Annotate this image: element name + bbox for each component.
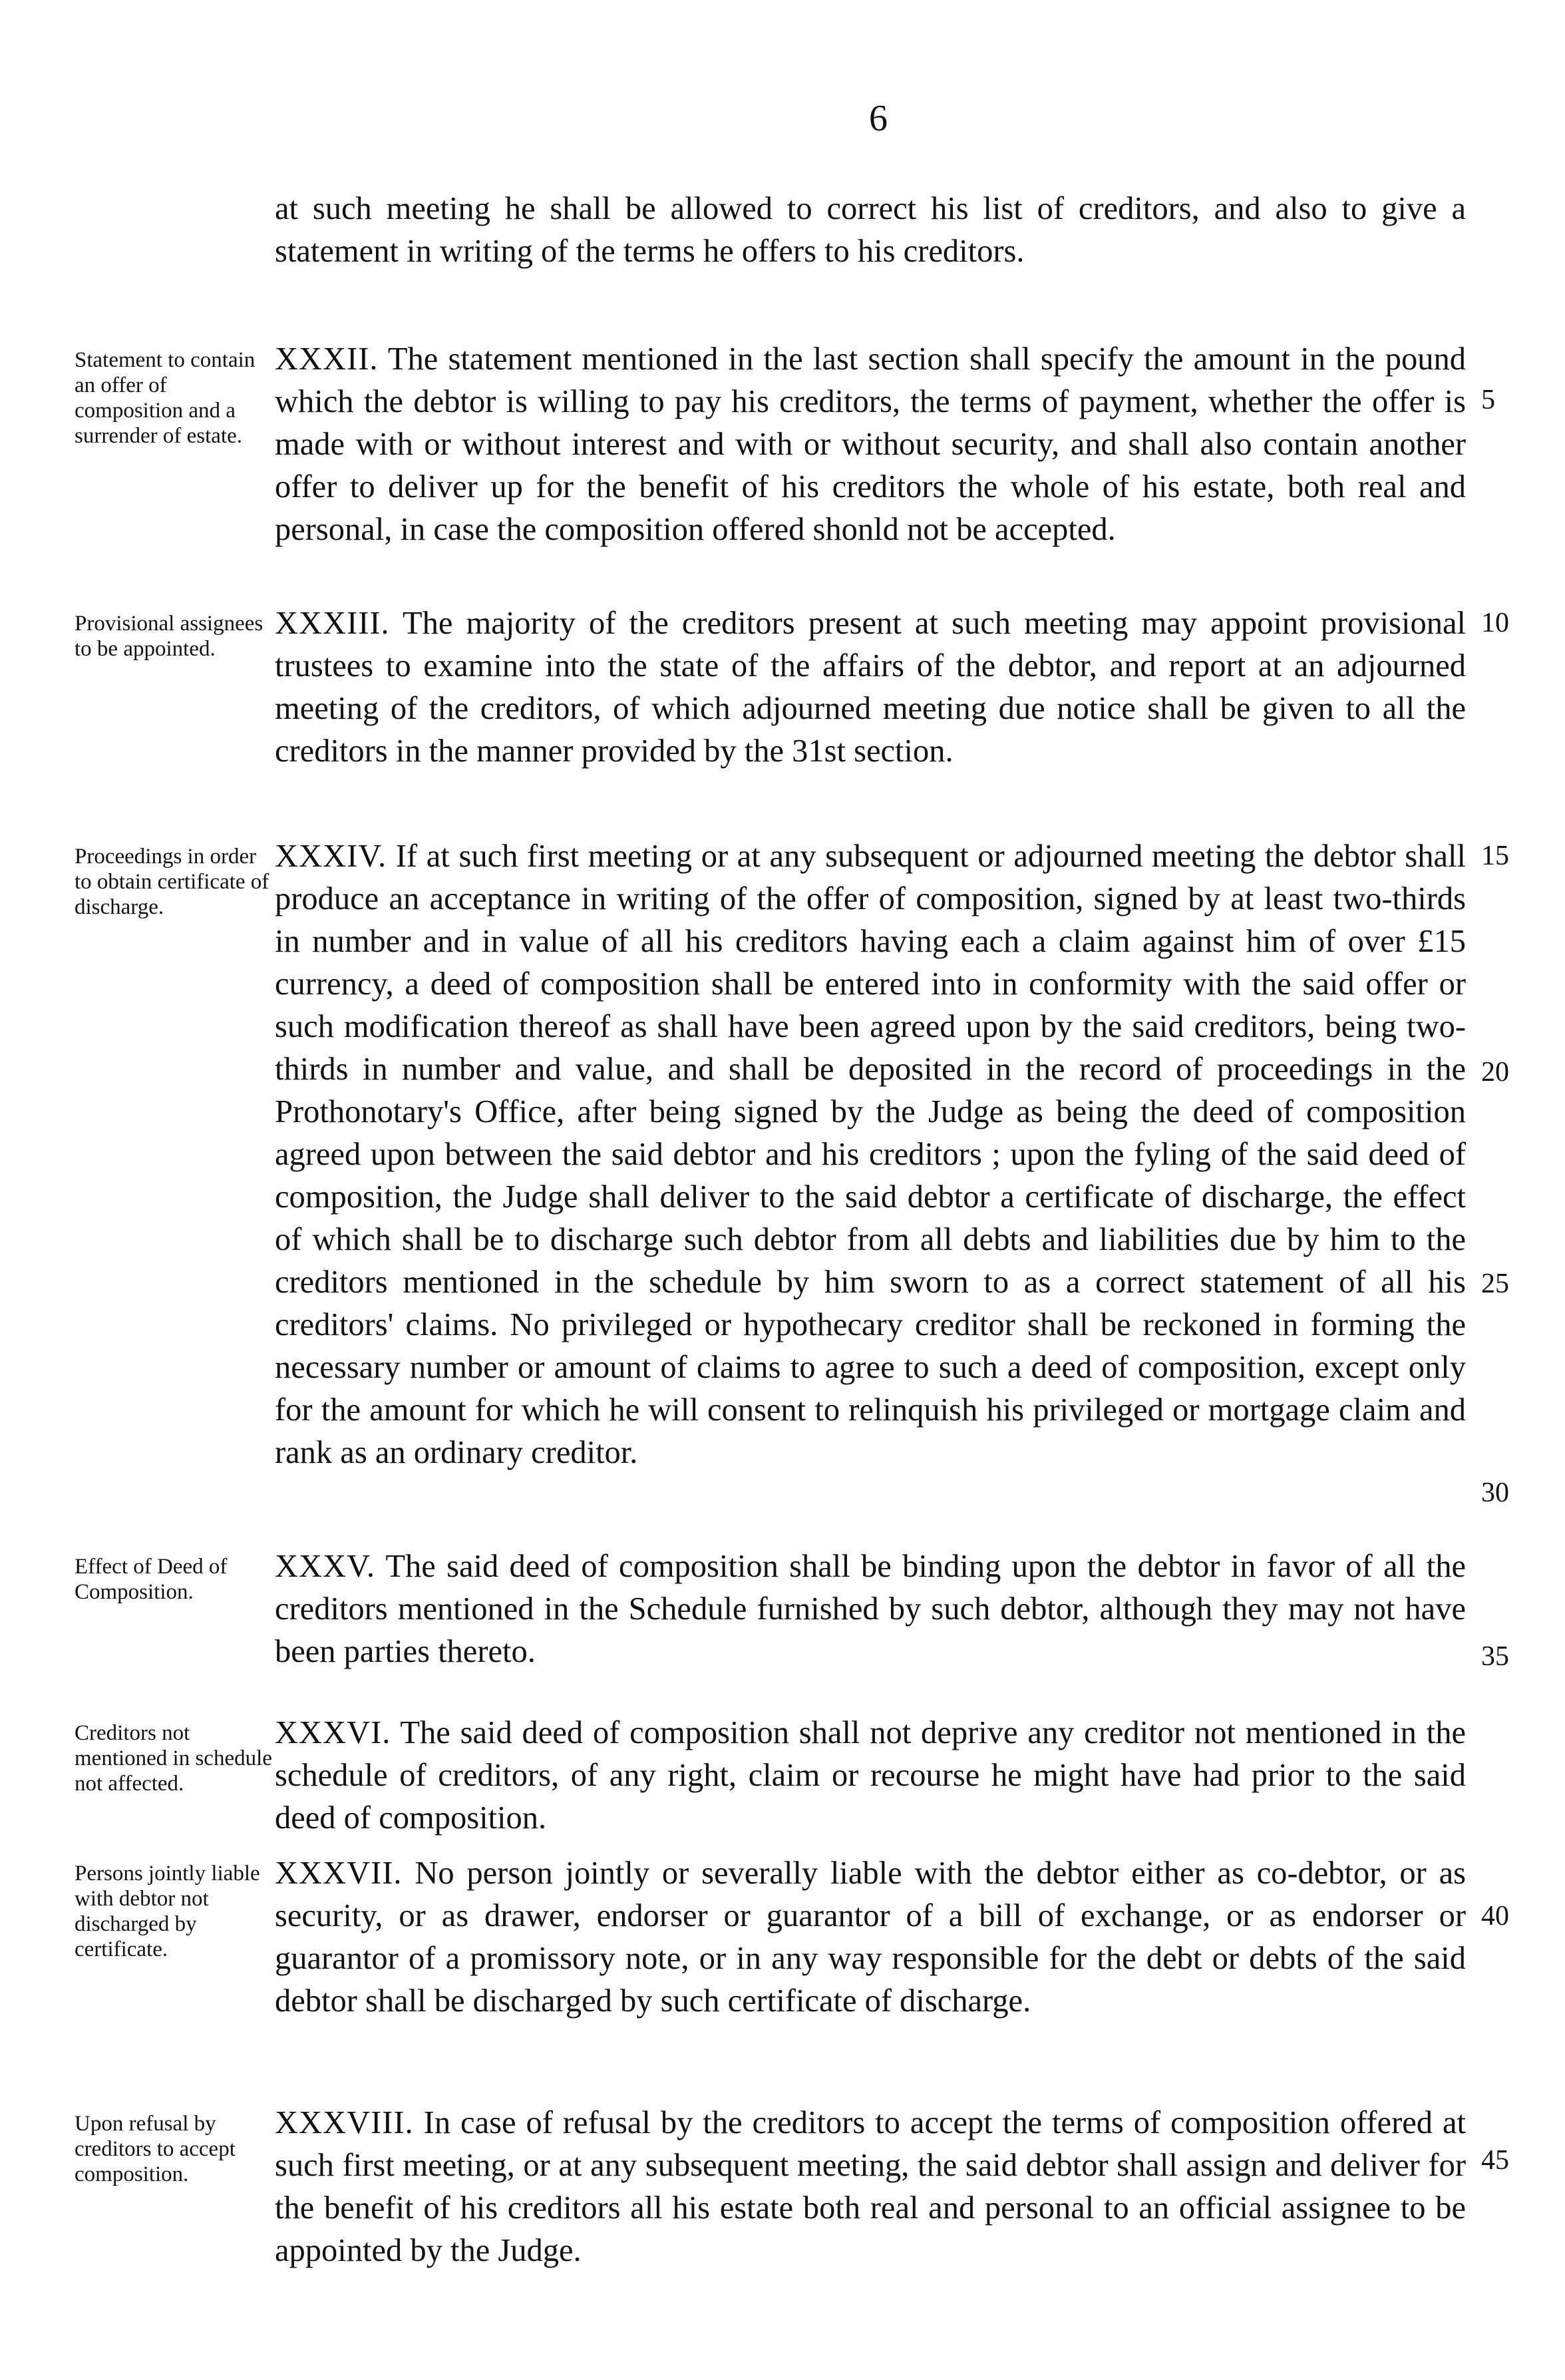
margin-note-section-37: Persons jointly liable with debtor not discharged by certificate.: [75, 1862, 260, 1961]
section-number: XXXV.: [275, 1549, 375, 1584]
line-number: 10: [1481, 608, 1509, 638]
section-text: In case of refusal by the creditors to accept the terms of composition offered at such first meeting, or at any subsequent meeting, the said debtor shall assign and deliver for the benefit of his creditors all his estate both real and personal to an official assignee to be appointed by the Judge.: [275, 2105, 1466, 2268]
section-text: The said deed of composition shall be binding upon the debtor in favor of all the creditors mentioned in the Schedule furnished by such debtor, although they may not have been parties thereto.: [275, 1549, 1466, 1669]
line-number: 30: [1481, 1478, 1509, 1508]
section-text: No person jointly or severally liable with the debtor either as co-debtor, or as security, or as drawer, endorser or guarantor of a bill of exchange, or as endorser or guarantor of a promissory note, or in any way responsible for the debt or debts of the said debtor shall be discharged by such certificate of discharge.: [275, 1856, 1466, 2019]
margin-note-section-32: Statement to contain an offer of composition and a surrender of estate.: [75, 348, 256, 448]
line-number: 35: [1481, 1641, 1509, 1672]
section-37: [275, 1852, 1466, 2023]
line-number: 45: [1481, 2145, 1509, 2176]
section-33: [275, 602, 1466, 773]
margin-note-section-33: Provisional assignees to be appointed.: [75, 612, 263, 661]
page-number: 6: [869, 98, 888, 139]
line-number: 25: [1481, 1269, 1509, 1299]
section-35: [275, 1545, 1466, 1673]
section-number: XXXIV.: [275, 839, 387, 874]
line-number: 40: [1481, 1901, 1509, 1931]
line-number: 15: [1481, 841, 1509, 871]
section-text: The statement mentioned in the last section shall specify the amount in the pound which the debtor is willing to pay his creditors, the terms of payment, whether the offer is made with or without interest and with or without security, and shall also contain another offer to deliver up for the benefit of his creditors the whole of his estate, both real and personal, in case the composition offered shonld not be accepted.: [275, 341, 1466, 547]
section-text: The majority of the creditors present at such meeting may appoint provisional trustees to examine into the state of the affairs of the debtor, and report at an adjourned meeting of the creditors, of which adjourned meeting due notice shall be given to all the creditors in the manner provided by the 31st section.: [275, 606, 1467, 769]
margin-note-section-36: Creditors not mentioned in schedule not affected.: [75, 1721, 272, 1796]
section-38: [275, 2102, 1466, 2272]
section-number: XXXIII.: [275, 606, 390, 641]
margin-note-section-35: Effect of Deed of Composition.: [75, 1555, 228, 1604]
section-number: XXXII.: [275, 341, 379, 377]
section-number: XXXVI.: [275, 1715, 391, 1750]
paragraph-continuation: [275, 188, 1466, 273]
paragraph-text: at such meeting he shall be allowed to correct his list of creditors, and also to give a statement in writing of the terms he offers to his creditors.: [275, 191, 1466, 269]
section-text: If at such first meeting or at any subsequent or adjourned meeting the debtor shall produce an acceptance in writing of the offer of composition, signed by at least two-thirds in number and in value of all his creditors having each a claim against him of over £15 currency, a deed of composition shall be entered into in conformity with the said offer or such modification thereof as shall have been agreed upon by the said creditors, being two-thirds in number and value, and shall be deposited in the record of proceedings in the Prothonotary's Office, after being signed by the Judge as being the deed of composition agreed upon between the said debtor and his creditors ; upon the fyling of the said deed of composition, the Judge shall deliver to the said debtor a certificate of discharge, the effect of which shall be to discharge such debtor from all debts and liabilities due by him to the creditors mentioned in the schedule by him sworn to as a correct statement of all his creditors' claims. No privileged or hypothecary creditor shall be reckoned in forming the necessary number or amount of claims to agree to such a deed of composition, except only for the amount for which he will consent to relinquish his privileged or mortgage claim and rank as an ordinary creditor.: [275, 839, 1466, 1470]
section-32: [275, 338, 1466, 551]
margin-note-section-38: Upon refusal by creditors to accept composition.: [75, 2112, 236, 2186]
line-number: 20: [1481, 1057, 1509, 1088]
line-number: 5: [1481, 385, 1495, 415]
margin-note-section-34: Proceedings in order to obtain certificate of discharge.: [75, 845, 269, 919]
section-number: XXXVII.: [275, 1856, 403, 1891]
section-34: [275, 835, 1466, 1474]
section-text: The said deed of composition shall not deprive any creditor not mentioned in the schedule of creditors, of any right, claim or recourse he might have had prior to the said deed of composition.: [275, 1715, 1466, 1836]
section-number: XXXVIII.: [275, 2105, 414, 2140]
section-36: [275, 1712, 1466, 1840]
